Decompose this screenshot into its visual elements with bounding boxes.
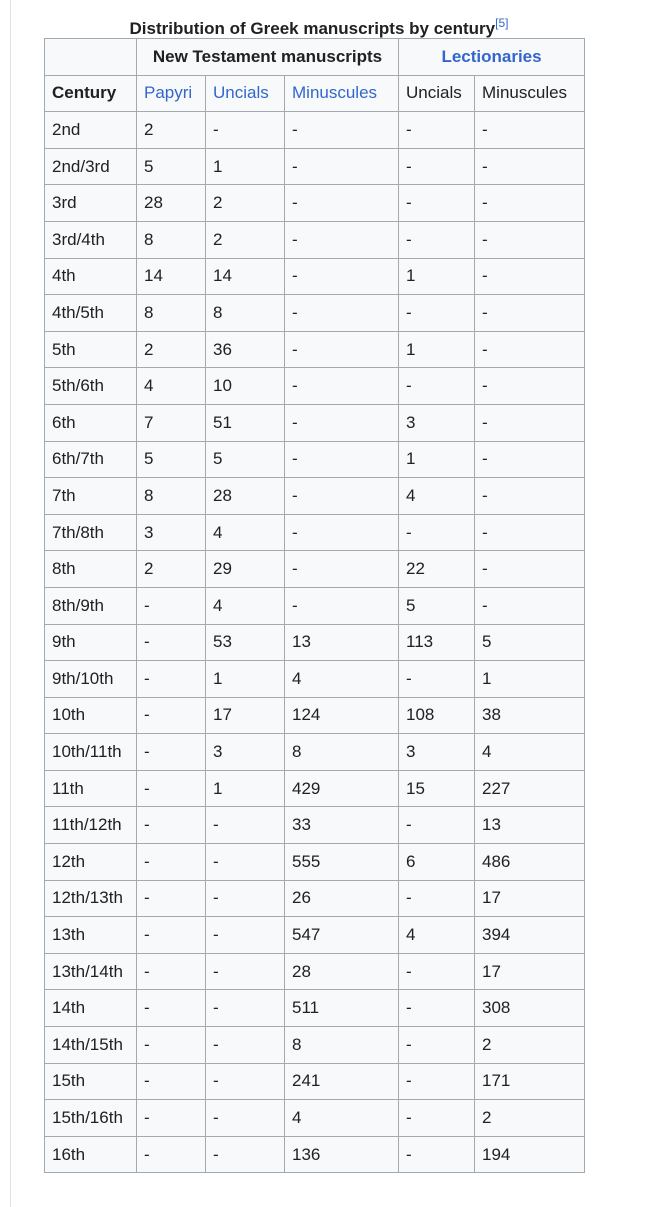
cell-lect-uncials: - [399,880,475,917]
cell-lect-minuscules: 1 [475,661,585,698]
cell-lect-minuscules: 38 [475,697,585,734]
cell-papyri: - [137,697,206,734]
cell-nt-minuscules: 429 [285,770,399,807]
cell-nt-minuscules: - [285,258,399,295]
cell-nt-minuscules: - [285,295,399,332]
cell-lect-minuscules: 194 [475,1136,585,1173]
table-row [45,295,585,332]
cell-lect-uncials: 3 [399,734,475,771]
cell-century: 10th [45,697,137,734]
cell-lect-minuscules: 227 [475,770,585,807]
header-column-row [45,75,585,112]
table-row [45,624,585,661]
cell-nt-minuscules: - [285,112,399,149]
cell-nt-minuscules: 8 [285,734,399,771]
header-lect-uncials: Uncials [399,75,475,112]
cell-lect-uncials: - [399,368,475,405]
cell-century: 9th [45,624,137,661]
cell-lect-uncials: 113 [399,624,475,661]
cell-lect-uncials: 22 [399,551,475,588]
header-group-lectionaries-link[interactable]: Lectionaries [399,39,585,76]
cell-century: 12th/13th [45,880,137,917]
cell-nt-uncials: 2 [206,185,285,222]
cell-nt-uncials: - [206,112,285,149]
cell-papyri: - [137,953,206,990]
cell-century: 15th [45,1063,137,1100]
cell-lect-uncials: - [399,1100,475,1137]
table-row [45,1027,585,1064]
cell-lect-uncials: 4 [399,478,475,515]
cell-nt-uncials: - [206,953,285,990]
cell-nt-uncials: 1 [206,661,285,698]
cell-nt-minuscules: 511 [285,990,399,1027]
cell-lect-minuscules: - [475,404,585,441]
cell-papyri: 5 [137,148,206,185]
cell-lect-uncials: 15 [399,770,475,807]
cell-papyri: - [137,917,206,954]
cell-nt-uncials: - [206,1027,285,1064]
cell-nt-minuscules: 555 [285,844,399,881]
cell-lect-minuscules: 4 [475,734,585,771]
cell-nt-minuscules: - [285,404,399,441]
cell-papyri: - [137,1136,206,1173]
cell-lect-minuscules: - [475,295,585,332]
cell-nt-minuscules: 136 [285,1136,399,1173]
cell-lect-uncials: - [399,1063,475,1100]
cell-nt-minuscules: 26 [285,880,399,917]
cell-century: 14th/15th [45,1027,137,1064]
cell-nt-minuscules: 241 [285,1063,399,1100]
cell-nt-minuscules: 13 [285,624,399,661]
table-row [45,258,585,295]
cell-nt-minuscules: 4 [285,661,399,698]
cell-nt-uncials: 28 [206,478,285,515]
cell-lect-minuscules: - [475,587,585,624]
table-row [45,770,585,807]
cell-lect-minuscules: 17 [475,880,585,917]
cell-century: 5th/6th [45,368,137,405]
cell-papyri: 2 [137,551,206,588]
cell-lect-minuscules: 17 [475,953,585,990]
cell-papyri: 14 [137,258,206,295]
cell-nt-minuscules: - [285,478,399,515]
cell-century: 4th/5th [45,295,137,332]
cell-nt-minuscules: - [285,221,399,258]
cell-lect-minuscules: - [475,148,585,185]
cell-lect-uncials: - [399,148,475,185]
manuscripts-table-wrapper [44,8,584,1173]
table-row [45,807,585,844]
cell-lect-uncials: 3 [399,404,475,441]
cell-papyri: - [137,734,206,771]
cell-nt-minuscules: - [285,514,399,551]
table-row [45,587,585,624]
cell-nt-uncials: - [206,990,285,1027]
cell-century: 11th/12th [45,807,137,844]
cell-century: 16th [45,1136,137,1173]
table-row [45,185,585,222]
cell-papyri: - [137,1100,206,1137]
cell-century: 3rd [45,185,137,222]
cell-nt-uncials: 14 [206,258,285,295]
cell-nt-uncials: - [206,880,285,917]
cell-papyri: 3 [137,514,206,551]
table-row [45,441,585,478]
cell-century: 7th/8th [45,514,137,551]
cell-nt-minuscules: - [285,587,399,624]
table-row [45,1136,585,1173]
table-row [45,514,585,551]
cell-lect-minuscules: 13 [475,807,585,844]
cell-nt-uncials: 1 [206,770,285,807]
cell-nt-uncials: 5 [206,441,285,478]
cell-lect-minuscules: 2 [475,1027,585,1064]
cell-century: 10th/11th [45,734,137,771]
cell-nt-minuscules: 8 [285,1027,399,1064]
cell-nt-uncials: - [206,807,285,844]
table-row [45,917,585,954]
table-row [45,148,585,185]
table-row [45,661,585,698]
cell-century: 2nd [45,112,137,149]
cell-lect-uncials: - [399,661,475,698]
header-nt-minuscules-link[interactable]: Minuscules [285,75,399,112]
cell-papyri: - [137,880,206,917]
cell-lect-uncials: 4 [399,917,475,954]
cell-nt-uncials: - [206,1063,285,1100]
cell-papyri: 8 [137,478,206,515]
cell-papyri: 7 [137,404,206,441]
cell-century: 12th [45,844,137,881]
cell-papyri: - [137,844,206,881]
cell-century: 9th/10th [45,661,137,698]
cell-nt-minuscules: 4 [285,1100,399,1137]
cell-nt-minuscules: - [285,551,399,588]
cell-lect-minuscules: - [475,331,585,368]
cell-lect-uncials: 6 [399,844,475,881]
cell-papyri: - [137,587,206,624]
cell-century: 6th [45,404,137,441]
cell-nt-uncials: 10 [206,368,285,405]
table-row [45,734,585,771]
cell-lect-uncials: - [399,990,475,1027]
cell-lect-minuscules: 486 [475,844,585,881]
header-empty-cell [45,39,137,76]
table-row [45,112,585,149]
cell-papyri: - [137,1063,206,1100]
header-group-nt: New Testament manuscripts [137,39,399,76]
cell-century: 6th/7th [45,441,137,478]
cell-nt-uncials: 53 [206,624,285,661]
cell-lect-uncials: - [399,112,475,149]
table-row [45,478,585,515]
cell-nt-minuscules: 33 [285,807,399,844]
cell-lect-uncials: 108 [399,697,475,734]
table-row [45,331,585,368]
cell-lect-minuscules: - [475,221,585,258]
cell-century: 15th/16th [45,1100,137,1137]
cell-nt-uncials: 51 [206,404,285,441]
cell-lect-minuscules: - [475,185,585,222]
cell-nt-uncials: 4 [206,587,285,624]
cell-nt-uncials: 17 [206,697,285,734]
cell-nt-uncials: - [206,844,285,881]
cell-nt-uncials: - [206,1100,285,1137]
table-row [45,1100,585,1137]
cell-century: 2nd/3rd [45,148,137,185]
cell-papyri: - [137,770,206,807]
cell-nt-uncials: 4 [206,514,285,551]
cell-century: 7th [45,478,137,515]
header-nt-uncials-link[interactable]: Uncials [206,75,285,112]
cell-papyri: - [137,661,206,698]
table-row [45,990,585,1027]
cell-papyri: 8 [137,221,206,258]
table-row [45,880,585,917]
cell-nt-minuscules: - [285,331,399,368]
cell-lect-minuscules: 394 [475,917,585,954]
cell-papyri: 28 [137,185,206,222]
cell-lect-minuscules: - [475,258,585,295]
cell-lect-minuscules: - [475,514,585,551]
table-body [45,112,585,1173]
cell-century: 14th [45,990,137,1027]
cell-century: 8th [45,551,137,588]
header-group-row [45,39,585,76]
cell-nt-minuscules: 547 [285,917,399,954]
cell-century: 5th [45,331,137,368]
table-row [45,368,585,405]
table-row [45,221,585,258]
table-row [45,697,585,734]
cell-lect-minuscules: 2 [475,1100,585,1137]
cell-nt-uncials: 2 [206,221,285,258]
cell-nt-minuscules: 124 [285,697,399,734]
cell-lect-uncials: - [399,1027,475,1064]
header-papyri-link[interactable]: Papyri [137,75,206,112]
cell-lect-uncials: - [399,295,475,332]
manuscripts-table [44,38,585,1173]
cell-nt-uncials: - [206,1136,285,1173]
caption-title: Distribution of Greek manuscripts by century [129,19,496,38]
table-row [45,1063,585,1100]
table-row [45,551,585,588]
table-caption [44,8,584,38]
cell-lect-uncials: 1 [399,441,475,478]
cell-century: 13th/14th [45,953,137,990]
cell-lect-minuscules: 171 [475,1063,585,1100]
cell-lect-minuscules: - [475,441,585,478]
cell-lect-uncials: - [399,514,475,551]
cell-lect-minuscules: - [475,368,585,405]
cell-nt-uncials: 1 [206,148,285,185]
cell-century: 8th/9th [45,587,137,624]
header-century: Century [45,75,137,112]
table-row [45,953,585,990]
cell-lect-uncials: 1 [399,258,475,295]
cell-papyri: - [137,807,206,844]
cell-century: 13th [45,917,137,954]
cell-papyri: 5 [137,441,206,478]
cell-century: 11th [45,770,137,807]
cell-lect-uncials: 1 [399,331,475,368]
cell-papyri: - [137,1027,206,1064]
cell-nt-uncials: - [206,917,285,954]
cell-lect-minuscules: - [475,551,585,588]
cell-nt-minuscules: - [285,148,399,185]
page-left-border [10,0,11,1207]
cell-lect-uncials: - [399,185,475,222]
cell-lect-minuscules: 5 [475,624,585,661]
table-row [45,844,585,881]
cell-papyri: - [137,990,206,1027]
cell-century: 3rd/4th [45,221,137,258]
cell-lect-uncials: 5 [399,587,475,624]
cell-nt-uncials: 29 [206,551,285,588]
cell-lect-minuscules: - [475,478,585,515]
cell-papyri: 4 [137,368,206,405]
cell-papyri: 2 [137,331,206,368]
cell-lect-uncials: - [399,1136,475,1173]
cell-nt-minuscules: - [285,441,399,478]
cell-papyri: - [137,624,206,661]
cell-nt-uncials: 3 [206,734,285,771]
cell-papyri: 2 [137,112,206,149]
cell-nt-minuscules: - [285,368,399,405]
cell-papyri: 8 [137,295,206,332]
cell-nt-minuscules: - [285,185,399,222]
header-lect-minuscules: Minuscules [475,75,585,112]
cell-nt-uncials: 36 [206,331,285,368]
cell-nt-minuscules: 28 [285,953,399,990]
cell-lect-uncials: - [399,807,475,844]
cell-lect-uncials: - [399,953,475,990]
cell-lect-uncials: - [399,221,475,258]
cell-lect-minuscules: 308 [475,990,585,1027]
cell-nt-uncials: 8 [206,295,285,332]
cell-century: 4th [45,258,137,295]
table-row [45,404,585,441]
cell-lect-minuscules: - [475,112,585,149]
caption-reference-link[interactable]: [5] [495,16,509,30]
